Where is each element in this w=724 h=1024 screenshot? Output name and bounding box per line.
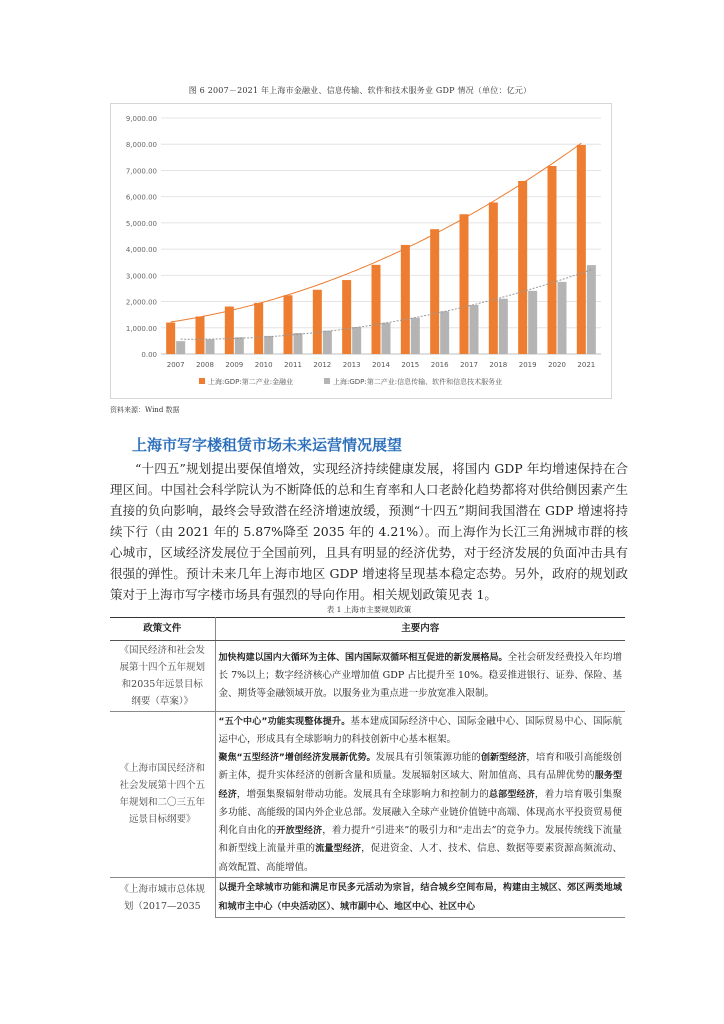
content-text: 全社会研发经费投入年均增长 7%以上；数字经济核心产业增加值 GDP 占比提升至 10%。稳妥推进银行、证券、保险、基金、期货等金融领域开放。以服务业为重点进一步放宽准入限制。 xyxy=(218,651,622,699)
bar-finance xyxy=(401,245,410,354)
x-tick-label: 2015 xyxy=(401,361,420,369)
x-tick-label: 2021 xyxy=(577,361,596,369)
bar-it xyxy=(294,333,303,354)
bar-finance xyxy=(284,295,293,354)
bar-it xyxy=(235,337,244,354)
y-tick-label: 9,000.00 xyxy=(125,115,157,123)
content-bold: 流量型经济 xyxy=(315,844,362,854)
bar-it xyxy=(264,336,273,354)
content-text: ，着力培育吸引集聚多功能、高能级的国内外企业总部。发展融入全球产业链价值链中高端、体现高水平投资贸易便利化自由化的 xyxy=(218,788,622,836)
bar-finance xyxy=(577,145,586,354)
bar-it xyxy=(587,265,596,354)
x-tick-label: 2007 xyxy=(166,361,185,369)
y-tick-label: 3,000.00 xyxy=(125,272,157,281)
x-tick-label: 2008 xyxy=(196,361,214,369)
x-tick-label: 2013 xyxy=(342,361,361,369)
content-bold: 创新型经济 xyxy=(480,752,527,763)
header-policy-doc: 政策文件 xyxy=(110,618,215,641)
y-tick-label: 2,000.00 xyxy=(125,298,157,307)
policy-doc-cell: 《国民经济和社会发展第十四个五年规划和2035年远景目标纲要（草案）》 xyxy=(110,640,215,711)
bar-finance xyxy=(313,290,322,354)
bar-it xyxy=(411,318,420,354)
bar-it xyxy=(323,331,332,354)
x-tick-label: 2011 xyxy=(284,361,302,369)
policy-doc-cell: 《上海市城市总体规划（2017—2035 xyxy=(110,878,215,918)
bar-finance xyxy=(548,166,557,354)
content-text: 发展具有引领策源功能的 xyxy=(375,751,481,763)
figure-caption: 图 6 2007－2021 年上海市金融业、信息传输、软件和技术服务业 GDP 情况（单位：亿元） xyxy=(188,86,532,95)
bar-finance xyxy=(372,265,381,354)
bar-it xyxy=(352,327,361,354)
policy-doc-cell: 《上海市国民经济和社会发展第十四个五年规划和二〇三五年远景目标纲要》 xyxy=(110,711,215,878)
policy-content-cell xyxy=(215,878,625,918)
legend-label-it: 上海:GDP:第二产业:信息传输、软件和信息技术服务业 xyxy=(333,378,503,386)
bar-it xyxy=(206,339,215,354)
bar-it xyxy=(499,299,508,354)
y-tick-label: 8,000.00 xyxy=(125,141,157,150)
content-bold: 加快构建以国内大循环为主体、国内国际双循环相互促进的新发展格局。 xyxy=(218,652,508,663)
x-tick-label: 2009 xyxy=(225,361,244,369)
bar-finance xyxy=(196,317,205,354)
chart-frame xyxy=(110,103,612,399)
table-row xyxy=(110,711,625,878)
legend-label-finance: 上海:GDP:第二产业:金融业 xyxy=(208,378,294,386)
x-tick-label: 2014 xyxy=(372,361,390,369)
y-tick-label: 0.00 xyxy=(141,351,157,359)
bar-it xyxy=(176,341,185,354)
content-text: ，促进资金、人才、技术、信息、数据等要素资源高频流动、高效配置、高能增值。 xyxy=(218,843,622,873)
content-bold: 以提升全球城市功能和满足市民多元活动为宗旨，结合城乡空间布局，构建由主城区、郊区两类地域和城市主中心（中央活动区）、城市副中心、地区中心、社区中心 xyxy=(218,883,622,912)
policy-content-cell xyxy=(215,711,625,878)
bar-finance xyxy=(225,307,234,354)
x-tick-label: 2017 xyxy=(460,361,478,369)
bar-it xyxy=(528,291,537,354)
bar-finance xyxy=(342,280,351,354)
y-tick-label: 4,000.00 xyxy=(125,246,157,255)
content-text: ，增强集聚辐射带动功能。发展具有全球影响力和控制力的 xyxy=(236,788,489,800)
content-bold: 服务型经济 xyxy=(218,771,622,800)
bar-it xyxy=(382,323,391,354)
y-tick-label: 6,000.00 xyxy=(125,193,157,202)
legend-swatch-it xyxy=(324,378,330,384)
x-tick-label: 2016 xyxy=(430,361,449,369)
x-tick-label: 2010 xyxy=(254,361,273,369)
bar-finance xyxy=(518,181,527,354)
table-row xyxy=(110,878,625,918)
content-bold: 开放型经济 xyxy=(276,825,323,836)
gdp-bar-chart xyxy=(111,104,611,398)
content-bold: 总部型经济 xyxy=(488,789,535,800)
bar-finance xyxy=(460,214,469,354)
x-tick-label: 2018 xyxy=(489,361,508,369)
table-row xyxy=(110,640,625,711)
bar-it xyxy=(440,311,449,354)
content-text: ，培育和吸引高能级创新主体，提升实体经济的创新含量和质量。发展辐射区域大、附加值高、具有品牌优势的 xyxy=(218,751,622,781)
content-text: ，着力提升“引进来”的吸引力和“走出去”的竞争力。发展传统线下流量和新型线上流量并重的 xyxy=(218,824,622,854)
policy-content-cell xyxy=(215,640,625,711)
section-title: 上海市写字楼租赁市场未来运营情况展望 xyxy=(132,436,403,454)
y-tick-label: 5,000.00 xyxy=(125,219,157,228)
body-paragraph: “十四五”规划提出要保值增效，实现经济持续健康发展，将国内 GDP 年均增速保持在合理区间。中国社会科学院认为不断降低的总和生育率和人口老龄化趋势都将对供给侧因素产生直接的负向影响，最终会导致潜在经济增速放缓，预测“十四五”期间我国潜在 GDP 增速将持续下行（由 2021 年的 5.87%降至 2035 年的 4.21%）。而上海作为长江三角洲城市群的核心城市，区域经济发展位于全国前列，且具有明显的经济优势，对于经济发展的负面冲击具有很强的弹性。预计未来几年上海市地区 GDP 增速将呈现基本稳定态势。另外，政府的规划政策对于上海市写字楼市场具有强烈的导向作用。相关规划政策见表 1。 xyxy=(110,461,628,602)
bar-it xyxy=(470,305,479,354)
x-tick-label: 2020 xyxy=(548,361,566,369)
y-tick-label: 1,000.00 xyxy=(125,324,157,333)
bar-finance xyxy=(166,323,175,354)
table-header-row xyxy=(110,618,625,641)
header-main-content: 主要内容 xyxy=(215,618,625,641)
x-tick-label: 2019 xyxy=(518,361,537,369)
bar-finance xyxy=(254,303,263,354)
y-tick-label: 7,000.00 xyxy=(125,167,157,176)
legend-swatch-finance xyxy=(199,378,205,384)
figure-source: 资料来源：Wind 数据 xyxy=(110,406,180,414)
bar-it xyxy=(558,282,567,354)
bar-finance xyxy=(489,202,498,354)
bar-finance xyxy=(430,229,439,354)
content-bold: 聚焦“五型经济”增创经济发展新优势。 xyxy=(218,752,376,763)
content-text: 基本建成国际经济中心、国际金融中心、国际贸易中心、国际航运中心，形成具有全球影响力的科技创新中心基本框架。 xyxy=(218,715,622,745)
content-bold: “五个中心”功能实现整体提升。 xyxy=(218,716,351,727)
table-caption: 表 1 上海市主要规划政策 xyxy=(326,605,412,614)
x-tick-label: 2012 xyxy=(313,361,332,369)
policy-table xyxy=(110,617,625,918)
